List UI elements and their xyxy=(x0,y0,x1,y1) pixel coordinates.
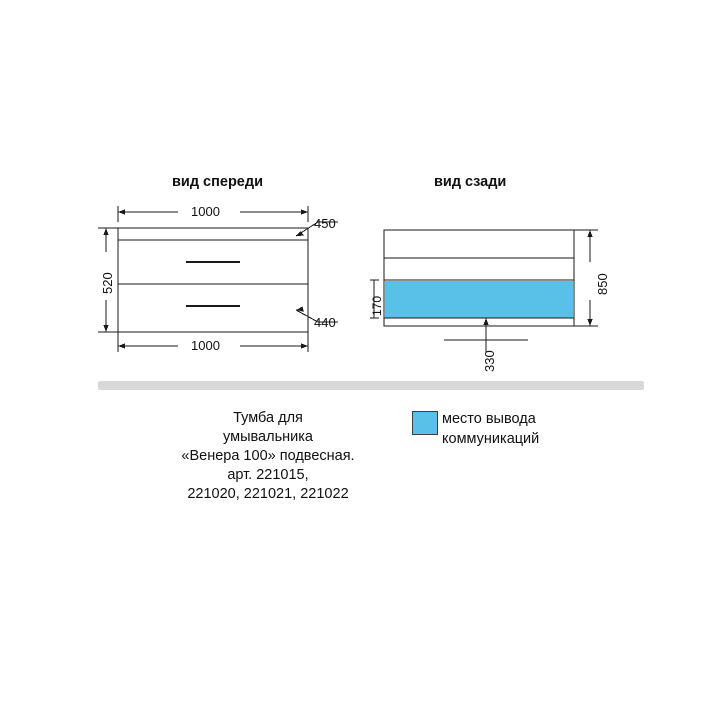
back-dim-bottom: 330 xyxy=(482,350,497,372)
back-view-title: вид сзади xyxy=(434,174,507,190)
floor-line xyxy=(98,381,644,390)
communications-zone xyxy=(385,281,573,318)
front-dim-left: 520 xyxy=(100,272,115,294)
legend-swatch xyxy=(412,411,438,435)
product-caption xyxy=(120,409,416,504)
front-view-title: вид спереди xyxy=(172,174,263,190)
front-dim-top: 1000 xyxy=(191,204,220,219)
caption-line-2: умывальника xyxy=(223,429,313,445)
caption-line-3: «Венера 100» подвесная. xyxy=(181,448,355,464)
legend-label xyxy=(442,409,539,449)
front-dim-right-top: 450 xyxy=(314,216,336,231)
caption-line-5: 221020, 221021, 221022 xyxy=(187,486,349,502)
back-dim-inner-height: 170 xyxy=(370,295,384,316)
caption-line-4: арт. 221015, xyxy=(227,467,309,483)
back-dim-right: 850 xyxy=(595,273,610,295)
front-dim-right-bottom: 440 xyxy=(314,315,336,330)
front-dim-bottom: 1000 xyxy=(191,338,220,353)
legend-line-1: место вывода xyxy=(442,411,536,427)
legend-line-2: коммуникаций xyxy=(442,431,540,447)
caption-line-1: Тумба для xyxy=(233,410,303,426)
